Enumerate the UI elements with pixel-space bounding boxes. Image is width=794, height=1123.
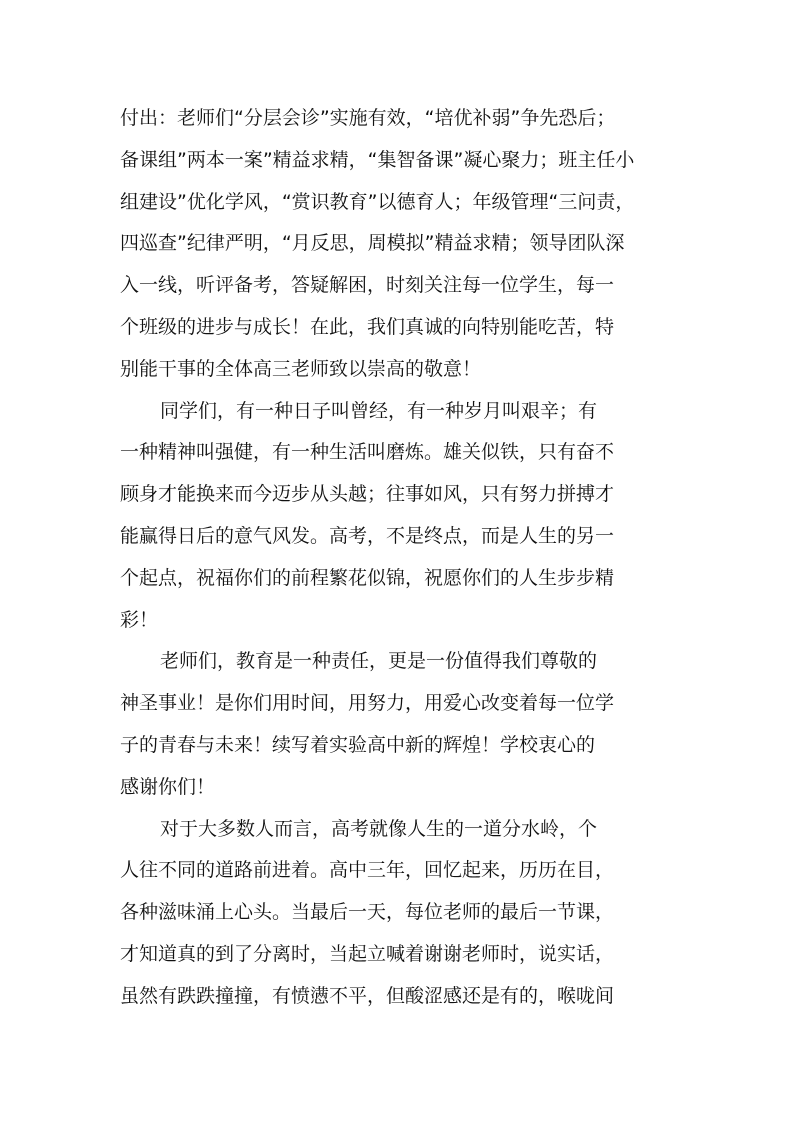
text-line: 老师们，教育是一种责任，更是一份值得我们尊敬的 — [160, 650, 598, 673]
text-line: 各种滋味涌上心头。当最后一天，每位老师的最后一节课， — [120, 901, 615, 924]
paragraph — [120, 641, 680, 808]
body-text — [120, 98, 680, 1018]
text-line: 入一线，听评备考，答疑解困，时刻关注每一位学生，每一 — [120, 274, 615, 297]
text-line: 同学们，有一种日子叫曾经，有一种岁月叫艰辛；有 — [160, 399, 598, 422]
text-line: 个班级的进步与成长！在此，我们真诚的向特别能吃苦，特 — [120, 315, 615, 338]
text-line: 一种精神叫强健，有一种生活叫磨炼。雄关似铁，只有奋不 — [120, 441, 615, 464]
text-line: 能赢得日后的意气风发。高考，不是终点，而是人生的另一 — [120, 524, 615, 547]
text-line: 才知道真的到了分离时，当起立喊着谢谢老师时，说实话， — [120, 942, 615, 965]
text-line: 别能干事的全体高三老师致以崇高的敬意！ — [120, 357, 482, 380]
text-line: 神圣事业！是你们用时间，用努力，用爱心改变着每一位学 — [120, 692, 615, 715]
text-line: 备课组”两本一案”精益求精，“集智备课”凝心聚力；班主任小 — [120, 148, 635, 171]
text-line: 子的青春与未来！续写着实验高中新的辉煌！学校衷心的 — [120, 733, 596, 756]
text-line: 对于大多数人而言，高考就像人生的一道分水岭，个 — [160, 817, 598, 840]
text-line: 顾身才能换来而今迈步从头越；往事如风，只有努力拼搏才 — [120, 483, 615, 506]
text-line: 个起点，祝福你们的前程繁花似锦，祝愿你们的人生步步精 — [120, 566, 615, 589]
paragraph — [120, 391, 680, 642]
text-line: 人往不同的道路前进着。高中三年，回忆起来，历历在目， — [120, 859, 615, 882]
text-line: 四巡查”纪律严明，“月反思，周模拟”精益求精；领导团队深 — [120, 232, 625, 255]
paragraph — [120, 809, 680, 1018]
text-line: 付出：老师们“分层会诊”实施有效，“培优补弱”争先恐后； — [120, 107, 616, 129]
text-line: 虽然有跌跌撞撞，有愤懑不平，但酸涩感还是有的，喉咙间 — [120, 984, 615, 1007]
paragraph — [120, 98, 680, 391]
text-line: 彩！ — [120, 608, 159, 631]
text-line: 感谢你们！ — [120, 775, 216, 798]
text-line: 组建设”优化学风，“赏识教育”以德育人；年级管理“三问责， — [120, 190, 635, 213]
